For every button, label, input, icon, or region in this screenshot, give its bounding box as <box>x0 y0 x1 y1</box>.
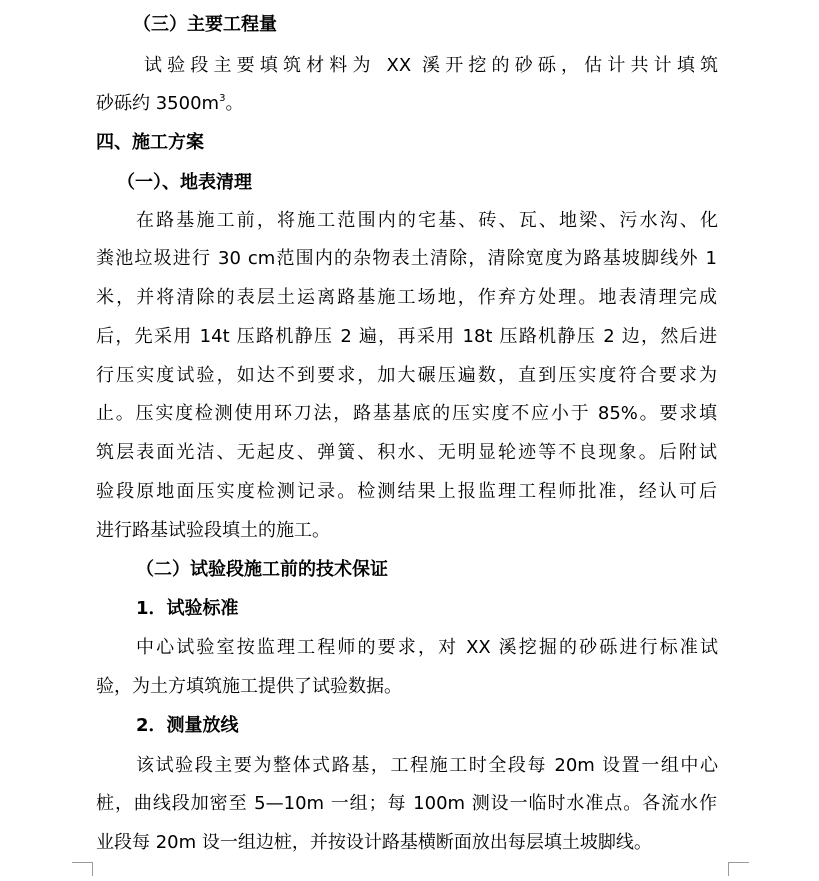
paragraph-line: 该试验段主要为整体式路基，工程施工时全段每 20m 设置一组中心 <box>136 755 718 776</box>
paragraph-line: 后，先采用 14t 压路机静压 2 遍，再采用 18t 压路机静压 2 边，然后进 <box>96 326 717 347</box>
paragraph-line: 中心试验室按监理工程师的要求，对 XX 溪挖掘的砂砾进行标准试 <box>136 637 718 658</box>
paragraph-line: 验段原地面压实度检测记录。检测结果上报监理工程师批准，经认可后 <box>96 481 717 502</box>
paragraph-line: 业段每 20m 设一组边桩，并按设计路基横断面放出每层填土坡脚线。 <box>96 832 652 853</box>
section-heading-3: （三）主要工程量 <box>133 14 277 35</box>
subsection-heading: 2．测量放线 <box>136 715 239 736</box>
paragraph-text: 砂砾约 3500m <box>96 93 220 114</box>
paragraph-line: 止。压实度检测使用环刀法，路基基底的压实度不应小于 85%。要求填 <box>96 403 717 424</box>
paragraph-line: 筑层表面光洁、无起皮、弹簧、积水、无明显轮迹等不良现象。后附试 <box>96 442 717 463</box>
subsection-heading: （一）、地表清理 <box>117 172 252 193</box>
subsection-heading: （二）试验段施工前的技术保证 <box>136 559 388 580</box>
section-heading-4: 四、施工方案 <box>96 132 204 153</box>
superscript: 3 <box>219 93 226 104</box>
paragraph-line: 米，并将清除的表层土运离路基施工场地，作弃方处理。地表清理完成 <box>96 287 717 308</box>
paragraph-line: 验，为土方填筑施工提供了试验数据。 <box>96 676 402 697</box>
paragraph-line: 试验段主要填筑材料为 XX 溪开挖的砂砾，估计共计填筑 <box>144 55 718 76</box>
paragraph-line: 进行路基试验段填土的施工。 <box>96 520 330 541</box>
subsection-heading: 1．试验标准 <box>136 598 239 619</box>
margin-crop-mark <box>72 862 93 876</box>
paragraph-line <box>96 91 243 117</box>
margin-crop-mark <box>728 862 749 876</box>
paragraph-line: 行压实度试验，如达不到要求，加大碾压遍数，直到压实度符合要求为 <box>96 365 717 386</box>
paragraph-line: 粪池垃圾进行 30 cm范围内的杂物表土清除，清除宽度为路基坡脚线外 1 <box>96 248 717 269</box>
paragraph-line: 桩，曲线段加密至 5—10m 一组；每 100m 测设一临时水准点。各流水作 <box>96 793 717 814</box>
paragraph-line: 在路基施工前，将施工范围内的宅基、砖、瓦、地梁、污水沟、化 <box>136 210 718 231</box>
paragraph-text: 。 <box>225 93 244 114</box>
